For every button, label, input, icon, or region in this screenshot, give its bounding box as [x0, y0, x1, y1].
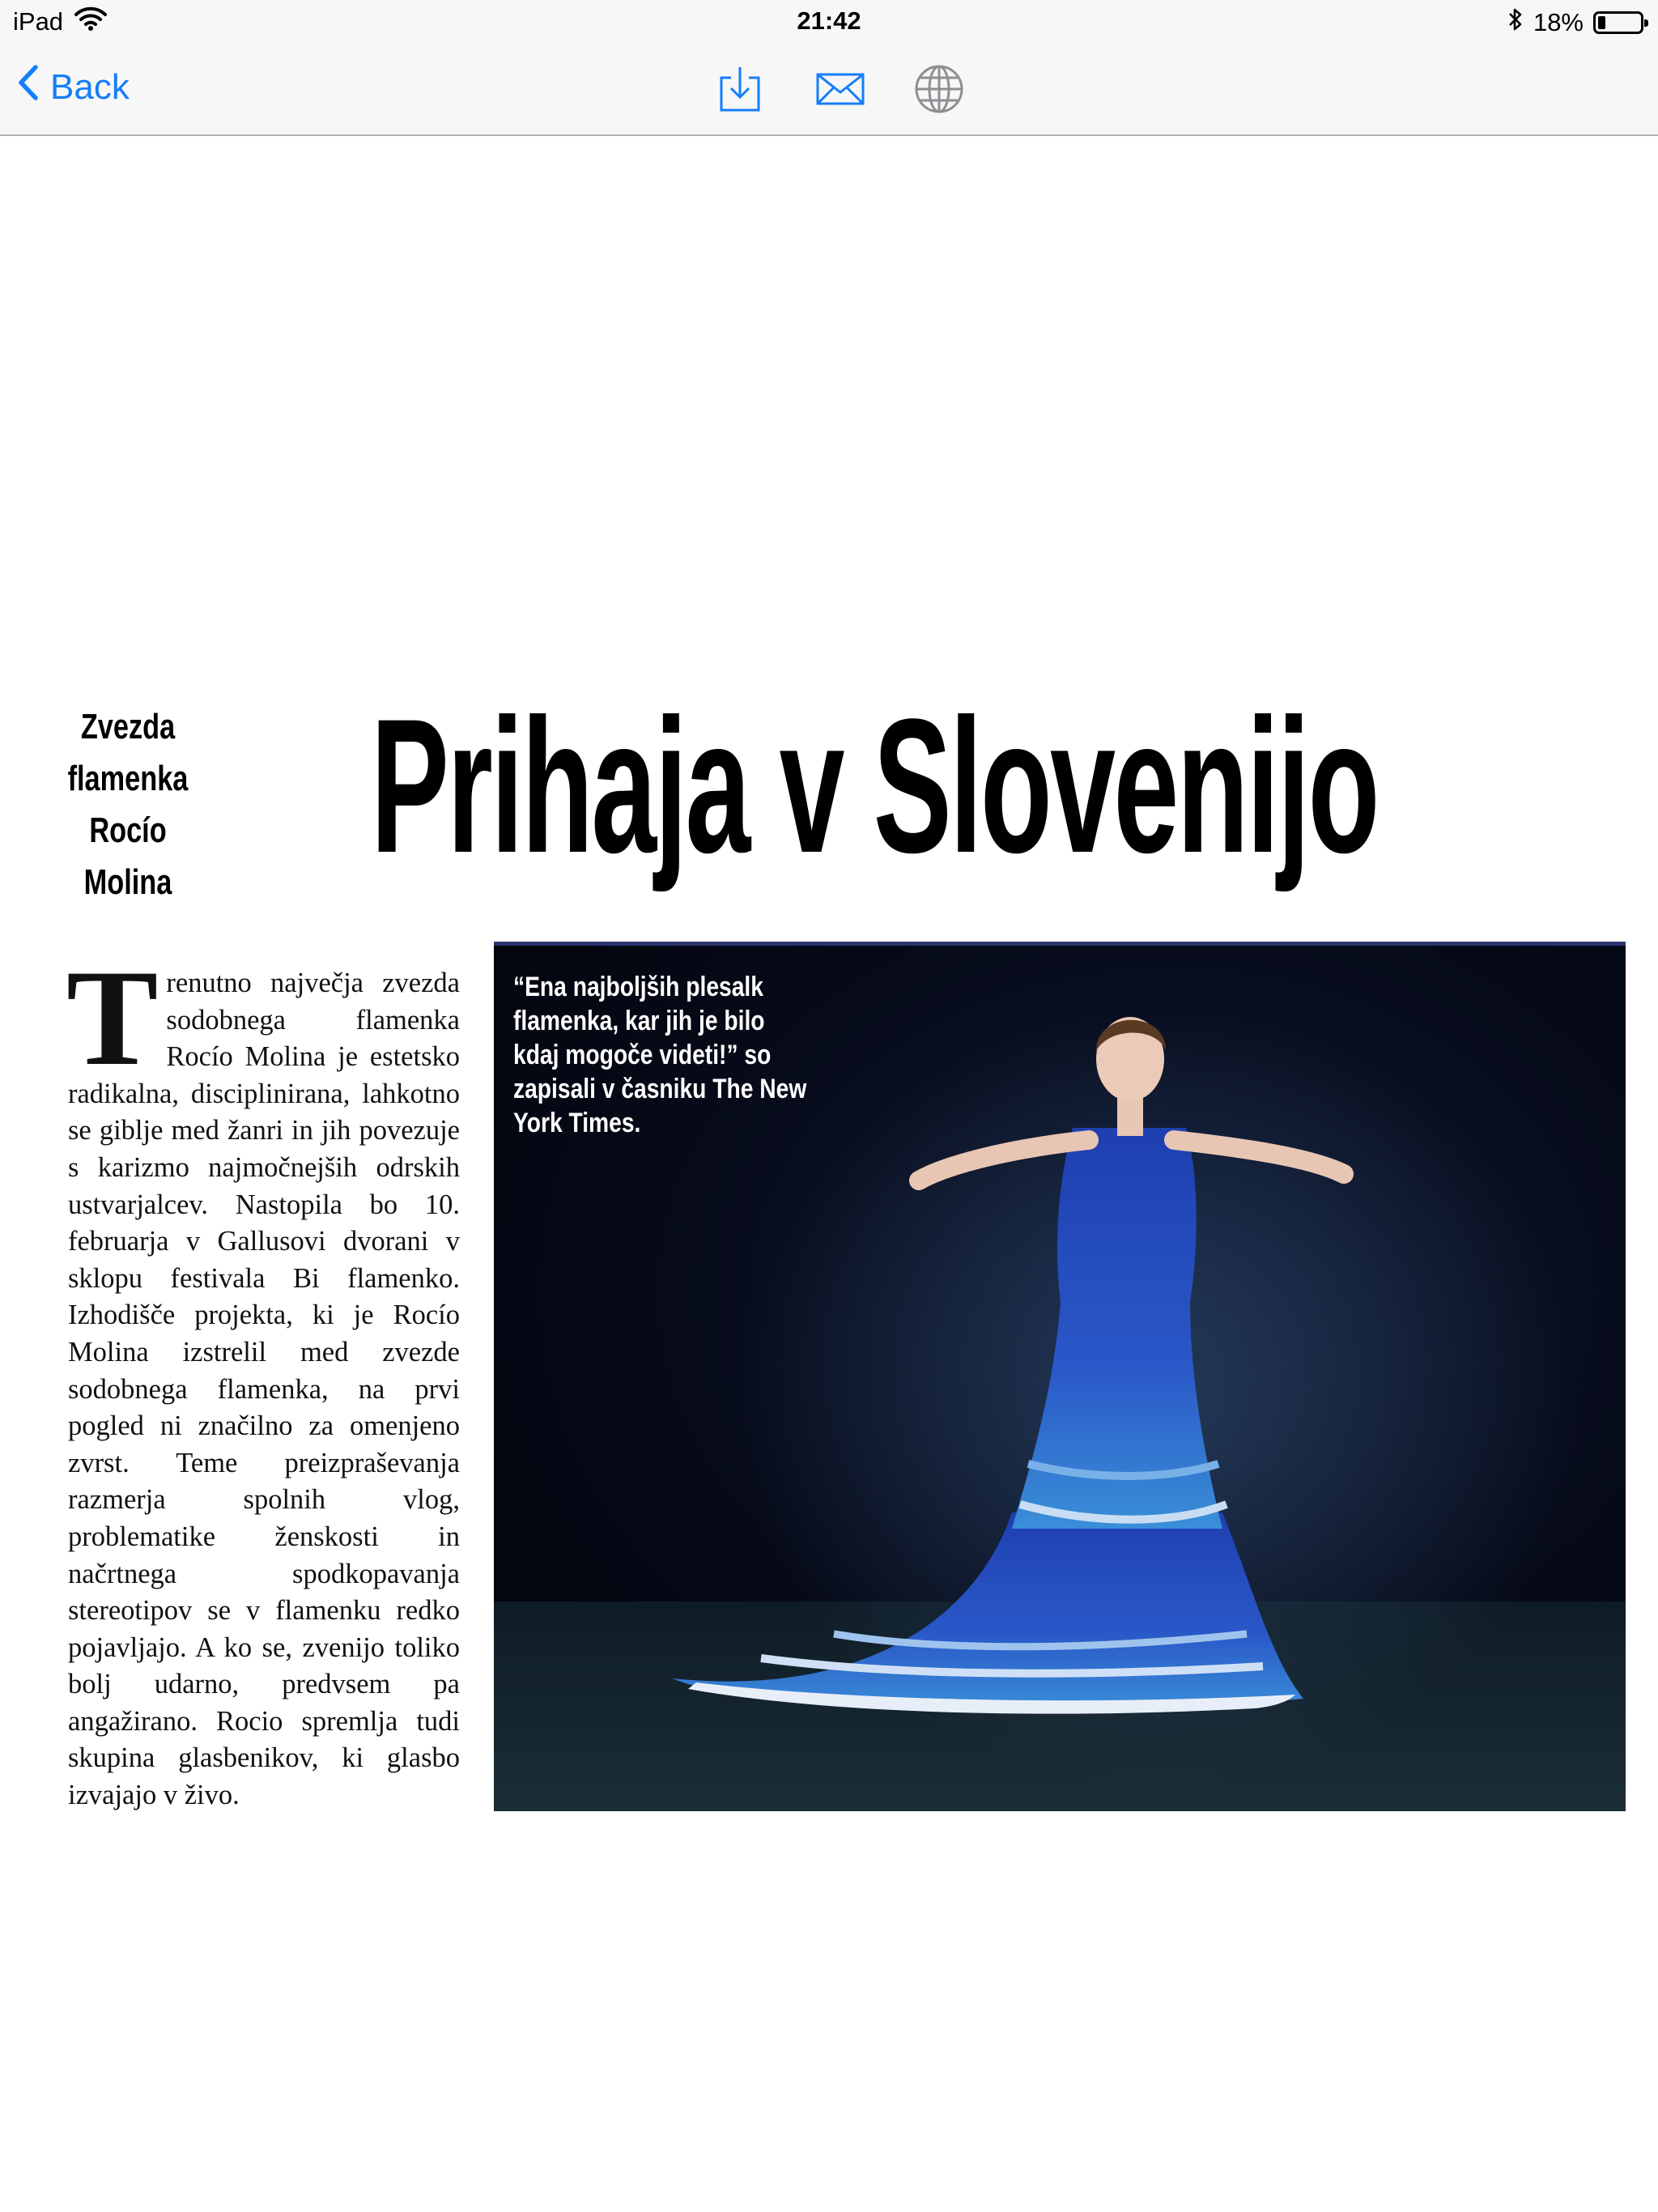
status-bar: [0, 0, 1658, 42]
bluetooth-icon: [1507, 6, 1524, 39]
back-label: Back: [50, 66, 130, 107]
navigation-toolbar: [0, 42, 1658, 136]
back-button[interactable]: [18, 65, 130, 109]
article-body-text: renutno največja zvezda sodobnega flamenka Rocío Molina je estetsko radikalna, disciplinirana, lahkotno se giblje med žanri in jih povezuje s karizmo najmočnejših odrskih ustvarjalcev. Nastopila bo 10. februarja v Gallusovi dvorani v sklopu festivala Bi flamenko. Izhodišče projekta, ki je Rocío Molina izstrelil med zvezde sodobnega flamenka, na prvi pogled ni značilno za omenjeno zvrst. Teme preizpraševanja razmerja spolnih vlog, problematike ženskosti in načrtnega spodkopavanja stereotipov se v flamenku redko pojavljajo. A ko se, zvenijo toliko bolj udarno, predvsem pa angažirano. Rocio spremlja tudi skupina glasbenikov, ki glasbo izvajajo v živo.: [68, 968, 460, 1811]
chevron-left-icon: [18, 65, 39, 109]
battery-percent: 18%: [1533, 8, 1584, 36]
battery-level-fill: [1598, 16, 1605, 29]
drop-cap: T: [66, 942, 159, 1094]
device-name: iPad: [13, 7, 64, 36]
battery-icon: [1593, 11, 1643, 34]
article-body: [66, 942, 460, 1814]
article-headline: Prihaja v Slovenijo: [371, 679, 1378, 893]
kicker-line: Rocío Molina: [83, 810, 172, 902]
kicker-line: flamenka: [67, 759, 189, 798]
download-icon[interactable]: [711, 60, 769, 118]
article-photo: [494, 942, 1626, 1811]
status-right: [1507, 6, 1643, 39]
globe-icon[interactable]: [910, 60, 968, 118]
article-kicker: [46, 701, 210, 908]
photo-caption: “Ena najboljših plesalk flamenka, kar jih je bilo kdaj mogoče videti!” so zapisali v časniku The New York Times.: [513, 972, 807, 1138]
kicker-line: Zvezda: [80, 707, 176, 747]
status-time: 21:42: [797, 6, 861, 35]
mail-icon[interactable]: [811, 60, 869, 118]
